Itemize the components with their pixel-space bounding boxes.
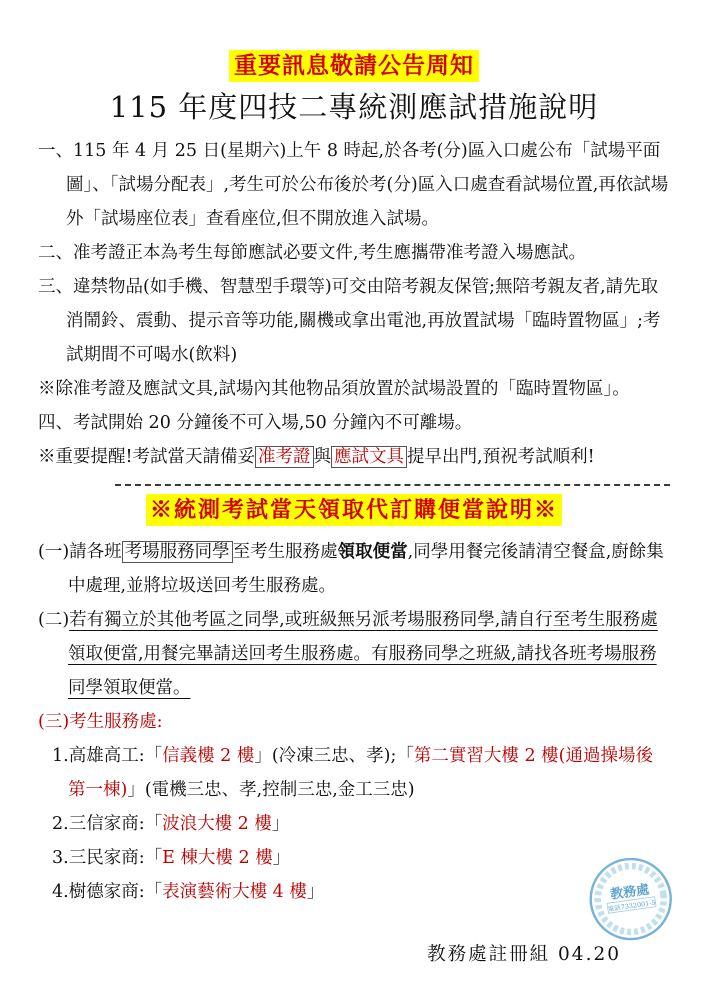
lunch-item-1 <box>38 535 670 603</box>
lunch-item-1-mid: 至考生服務處 <box>232 542 338 562</box>
section-divider <box>115 484 670 486</box>
location-2-pre: 2.三信家商:「 <box>52 814 163 834</box>
notice-item-2 <box>38 236 670 270</box>
lunch-item-2-underlined: 若有獨立於其他考區之同學,或班級無另派考場服務同學,請自行至考生服務處領取便當,用餐完畢請送回考生服務處。有服務同學之班級,請找各班考場服務同學領取便當。 <box>68 610 658 698</box>
storage-note-text: ※除准考證及應試文具,試場內其他物品須放置於試場設置的「臨時置物區」。 <box>38 379 630 399</box>
important-reminder <box>38 440 670 474</box>
service-desk-heading-text: (三)考生服務處: <box>38 712 163 732</box>
lunch-section-heading: ※統測考試當天領取代訂購便當說明※ <box>146 494 562 526</box>
lunch-item-2 <box>38 603 670 705</box>
building-name-red: 第二實習大樓 2 樓(通過操場後第一棟) <box>68 746 654 800</box>
notice-item-2-text: 二、准考證正本為考生每節應試必要文件,考生應攜帶准考證入場應試。 <box>38 243 587 263</box>
footer-credit: 教務處註冊組 04.20 <box>427 944 621 965</box>
location-item-1 <box>38 739 670 807</box>
notice-item-3 <box>38 270 670 372</box>
location-1-pre: 1.高雄高工:「 <box>52 746 163 766</box>
page-title: 115 年度四技二專統測應試措施說明 <box>109 90 599 124</box>
location-item-2 <box>38 807 670 841</box>
location-3-pre: 3.三民家商:「 <box>52 848 163 868</box>
notice-item-1-text: 一、115 年 4 月 25 日(星期六)上午 8 時起,於各考(分)區入口處公布「試場平面圖」、「試場分配表」,考生可於公布後於考(分)區入口處查看試場位置,再依試場外「試場座位表」查看座位,但不開放進入試場。 <box>38 141 669 229</box>
location-item-4 <box>38 875 670 909</box>
stamp-center-text: 教務處 <box>609 882 651 903</box>
pickup-lunch-bold: 領取便當 <box>337 542 408 562</box>
location-item-3 <box>38 841 670 875</box>
exam-stationery-box: 應試文具 <box>331 446 407 468</box>
location-4-pre: 4.樹德家商:「 <box>52 882 163 902</box>
lunch-item-1-pre: (一)請各班 <box>38 542 122 562</box>
document-body <box>38 134 670 909</box>
building-name-red: 波浪大樓 2 樓 <box>162 814 272 834</box>
building-name-red: E 棟大樓 2 樓 <box>162 848 273 868</box>
notice-item-4 <box>38 406 670 440</box>
notice-item-3-text: 三、違禁物品(如手機、智慧型手環等)可交由陪考親友保管;無陪考親友者,請先取消鬧鈴、震動、提示音等功能,關機或拿出電池,再放置試場「臨時置物區」;考試期間不可喝水(飲料) <box>38 277 661 365</box>
location-3-post: 」 <box>272 848 291 868</box>
location-2-post: 」 <box>271 814 290 834</box>
stamp-code-text: 電話7332001-5 <box>607 898 657 914</box>
service-desk-heading <box>38 705 670 739</box>
reminder-pre-text: ※重要提醒!考試當天請備妥 <box>38 447 256 467</box>
reminder-post-text: 提早出門,預祝考試順利! <box>407 447 595 467</box>
storage-note <box>38 372 670 406</box>
office-stamp-icon <box>586 855 676 947</box>
reminder-mid-text: 與 <box>313 447 332 467</box>
location-1-mid: 」(冷凍三忠、孝);「 <box>254 746 414 766</box>
banner-highlight: 重要訊息敬請公告周知 <box>229 50 479 82</box>
notice-item-1 <box>38 134 670 236</box>
location-4-post: 」 <box>306 882 325 902</box>
location-1-post: 」(電機三忠、孝,控制三忠,金工三忠) <box>127 780 415 800</box>
lunch-item-2-label: (二) <box>38 610 70 630</box>
building-name-red: 表演藝術大樓 4 樓 <box>162 882 307 902</box>
lunch-item-1-post: ,同學用餐完後請清空餐盒,廚餘集中處理,並將垃圾送回考生服務處。 <box>68 542 664 596</box>
notice-item-4-text: 四、考試開始 20 分鐘後不可入場,50 分鐘內不可離場。 <box>38 413 473 433</box>
service-student-box: 考場服務同學 <box>122 541 233 563</box>
admission-ticket-box: 准考證 <box>255 446 314 468</box>
building-name-red: 信義樓 2 樓 <box>162 746 255 766</box>
